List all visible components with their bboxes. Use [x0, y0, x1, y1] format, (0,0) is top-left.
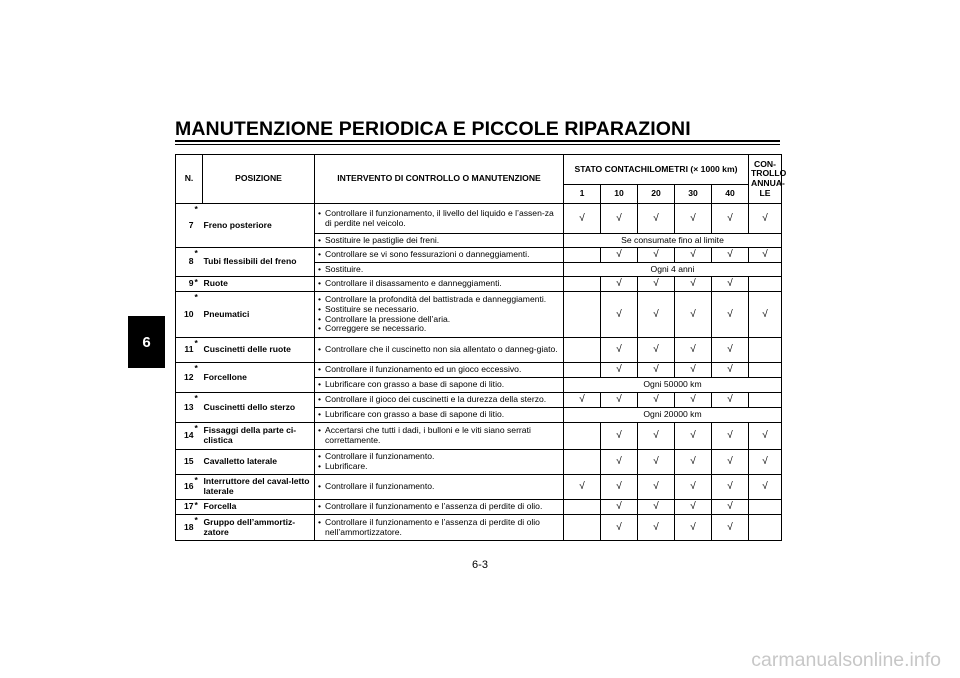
item-number: 8: [176, 248, 195, 277]
item-number: 14: [176, 423, 195, 450]
action-item: • Controllare il funzionamento.: [317, 482, 561, 492]
check-mark: √: [601, 277, 638, 292]
action-item: • Sostituire.: [317, 265, 561, 275]
check-mark: √: [601, 292, 638, 338]
maintenance-action: [315, 423, 564, 450]
action-list: [317, 518, 561, 537]
maintenance-action: [315, 378, 564, 393]
check-mark: √: [564, 393, 601, 408]
maintenance-action: [315, 292, 564, 338]
item-number: 13: [176, 393, 195, 423]
maintenance-action: [315, 277, 564, 292]
asterisk-mark: *: [195, 204, 203, 248]
asterisk-mark: *: [195, 515, 203, 541]
item-position: Fissaggi della parte ci-clistica: [203, 423, 315, 450]
item-number: 7: [176, 204, 195, 248]
item-position: Cuscinetti delle ruote: [203, 338, 315, 363]
table-row: [176, 450, 782, 475]
check-mark: √: [712, 423, 749, 450]
check-mark: √: [601, 423, 638, 450]
action-item: • Correggere se necessario.: [317, 324, 561, 334]
check-mark: √: [601, 475, 638, 500]
chapter-tab: 6: [128, 316, 165, 368]
check-mark: √: [638, 338, 675, 363]
check-mark: √: [675, 393, 712, 408]
check-mark: √: [675, 423, 712, 450]
header-km-10: 10: [601, 185, 638, 204]
asterisk-mark: *: [195, 500, 203, 515]
check-mark: √: [712, 338, 749, 363]
check-mark: √: [638, 500, 675, 515]
check-mark: √: [712, 515, 749, 541]
item-position: Pneumatici: [203, 292, 315, 338]
check-mark: √: [638, 277, 675, 292]
check-mark: √: [564, 204, 601, 234]
asterisk-mark: *: [195, 475, 203, 500]
header-km-1: 1: [564, 185, 601, 204]
check-mark: [749, 515, 782, 541]
check-mark: √: [712, 393, 749, 408]
asterisk-mark: *: [195, 393, 203, 423]
action-list: [317, 265, 561, 275]
action-item: • Lubrificare con grasso a base di sapone di litio.: [317, 380, 561, 390]
asterisk-mark: *: [195, 338, 203, 363]
check-mark: √: [601, 363, 638, 378]
table-row: [176, 277, 782, 292]
check-mark: [564, 363, 601, 378]
check-mark: √: [712, 450, 749, 475]
action-item: • Lubrificare.: [317, 462, 561, 472]
asterisk-mark: *: [195, 277, 203, 292]
check-mark: √: [638, 248, 675, 263]
check-mark: √: [601, 500, 638, 515]
header-posizione: POSIZIONE: [203, 155, 315, 204]
action-item: • Controllare il disassamento e danneggiamenti.: [317, 279, 561, 289]
table-row: [176, 292, 782, 338]
item-position: Ruote: [203, 277, 315, 292]
check-mark: [564, 450, 601, 475]
check-mark: √: [638, 204, 675, 234]
action-item: • Controllare la pressione dell’aria.: [317, 315, 561, 325]
maintenance-action: [315, 263, 564, 277]
check-mark: √: [712, 363, 749, 378]
item-position: Cuscinetti dello sterzo: [203, 393, 315, 423]
maintenance-action: [315, 338, 564, 363]
check-mark: [564, 248, 601, 263]
check-mark: √: [712, 475, 749, 500]
check-mark: √: [749, 450, 782, 475]
item-number: 10: [176, 292, 195, 338]
check-mark: √: [712, 500, 749, 515]
table-row: [176, 475, 782, 500]
action-item: • Sostituire le pastiglie dei freni.: [317, 236, 561, 246]
interval-note: Se consumate fino al limite: [564, 234, 782, 248]
asterisk-mark: [195, 450, 203, 475]
check-mark: [564, 292, 601, 338]
item-position: Interruttore del caval-letto laterale: [203, 475, 315, 500]
asterisk-mark: *: [195, 248, 203, 277]
check-mark: [749, 363, 782, 378]
item-number: 11: [176, 338, 195, 363]
check-mark: √: [638, 292, 675, 338]
header-n: N.: [176, 155, 203, 204]
check-mark: √: [749, 204, 782, 234]
action-item: • Controllare il funzionamento e l’assenza di perdite di olio nell’ammortizzatore.: [317, 518, 561, 537]
check-mark: √: [712, 204, 749, 234]
maintenance-action: [315, 248, 564, 263]
title-rule: [175, 140, 780, 142]
item-position: Tubi flessibili del freno: [203, 248, 315, 277]
action-list: [317, 380, 561, 390]
check-mark: [749, 500, 782, 515]
action-list: [317, 410, 561, 420]
action-item: • Controllare la profondità del battistrada e danneggiamenti.: [317, 295, 561, 305]
item-position: Cavalletto laterale: [203, 450, 315, 475]
action-list: [317, 236, 561, 246]
watermark: carmanualsonline.info: [751, 649, 941, 671]
action-item: • Accertarsi che tutti i dadi, i bulloni e le viti siano serrati correttamente.: [317, 426, 561, 445]
table-row: [176, 500, 782, 515]
check-mark: √: [749, 475, 782, 500]
check-mark: √: [601, 450, 638, 475]
asterisk-mark: *: [195, 363, 203, 393]
title-rule-thin: [175, 144, 780, 145]
item-number: 17: [176, 500, 195, 515]
action-item: • Controllare il funzionamento e l’assenza di perdite di olio.: [317, 502, 561, 512]
check-mark: [564, 338, 601, 363]
maintenance-action: [315, 475, 564, 500]
check-mark: √: [675, 248, 712, 263]
interval-note: Ogni 50000 km: [564, 378, 782, 393]
check-mark: √: [601, 515, 638, 541]
check-mark: [564, 423, 601, 450]
action-item: • Sostituire se necessario.: [317, 305, 561, 315]
check-mark: √: [675, 475, 712, 500]
check-mark: √: [749, 423, 782, 450]
action-list: [317, 502, 561, 512]
check-mark: √: [675, 500, 712, 515]
header-km-30: 30: [675, 185, 712, 204]
check-mark: √: [564, 475, 601, 500]
maintenance-action: [315, 204, 564, 234]
header-intervento: INTERVENTO DI CONTROLLO O MANUTENZIONE: [315, 155, 564, 204]
maintenance-action: [315, 408, 564, 423]
action-item: • Controllare se vi sono fessurazioni o danneggiamenti.: [317, 250, 561, 260]
check-mark: √: [638, 423, 675, 450]
item-position: Forcella: [203, 500, 315, 515]
maintenance-table: [175, 154, 787, 541]
item-number: 18: [176, 515, 195, 541]
check-mark: √: [675, 363, 712, 378]
action-item: • Controllare il funzionamento.: [317, 452, 561, 462]
check-mark: √: [638, 515, 675, 541]
page-title: MANUTENZIONE PERIODICA E PICCOLE RIPARAZIONI: [175, 118, 691, 140]
check-mark: [749, 338, 782, 363]
action-item: • Controllare il funzionamento ed un gioco eccessivo.: [317, 365, 561, 375]
maintenance-action: [315, 393, 564, 408]
check-mark: [749, 277, 782, 292]
maintenance-action: [315, 234, 564, 248]
check-mark: [564, 500, 601, 515]
check-mark: √: [712, 292, 749, 338]
maintenance-action: [315, 363, 564, 378]
table-row: [176, 338, 782, 363]
interval-note: Ogni 4 anni: [564, 263, 782, 277]
check-mark: √: [601, 393, 638, 408]
check-mark: √: [712, 277, 749, 292]
maintenance-action: [315, 500, 564, 515]
check-mark: √: [638, 393, 675, 408]
page-number: 6-3: [472, 559, 488, 571]
check-mark: √: [675, 338, 712, 363]
check-mark: √: [749, 292, 782, 338]
check-mark: √: [638, 450, 675, 475]
item-number: 15: [176, 450, 195, 475]
check-mark: √: [638, 475, 675, 500]
action-list: [317, 250, 561, 260]
header-controllo: CON-TROLLO ANNUA-LE: [749, 155, 782, 204]
table-row: [176, 393, 782, 408]
item-position: Forcellone: [203, 363, 315, 393]
header-km-40: 40: [712, 185, 749, 204]
item-position: Freno posteriore: [203, 204, 315, 248]
action-list: [317, 395, 561, 405]
check-mark: [564, 277, 601, 292]
table-row: [176, 248, 782, 263]
action-item: • Lubrificare con grasso a base di sapone di litio.: [317, 410, 561, 420]
check-mark: √: [675, 292, 712, 338]
check-mark: √: [749, 248, 782, 263]
check-mark: [749, 393, 782, 408]
action-list: [317, 365, 561, 375]
check-mark: √: [601, 204, 638, 234]
table-row: [176, 363, 782, 378]
check-mark: √: [601, 248, 638, 263]
action-item: • Controllare che il cuscinetto non sia allentato o danneg-giato.: [317, 345, 561, 355]
check-mark: √: [712, 248, 749, 263]
action-list: [317, 209, 561, 228]
check-mark: √: [675, 515, 712, 541]
action-list: [317, 482, 561, 492]
maintenance-action: [315, 450, 564, 475]
check-mark: √: [675, 450, 712, 475]
action-list: [317, 345, 561, 355]
item-position: Gruppo dell’ammortiz-zatore: [203, 515, 315, 541]
table-row: [176, 423, 782, 450]
header-km-20: 20: [638, 185, 675, 204]
item-number: 12: [176, 363, 195, 393]
action-list: [317, 426, 561, 445]
action-item: • Controllare il funzionamento, il livello del liquido e l’assen-za di perdite nel veicolo.: [317, 209, 561, 228]
action-list: [317, 295, 561, 334]
table-row: [176, 515, 782, 541]
table-row: [176, 204, 782, 234]
interval-note: Ogni 20000 km: [564, 408, 782, 423]
check-mark: √: [675, 204, 712, 234]
check-mark: √: [601, 338, 638, 363]
item-number: 16: [176, 475, 195, 500]
header-stato: STATO CONTACHILOMETRI (× 1000 km): [564, 155, 749, 185]
action-list: [317, 452, 561, 471]
check-mark: [564, 515, 601, 541]
asterisk-mark: *: [195, 292, 203, 338]
item-number: 9: [176, 277, 195, 292]
action-item: • Controllare il gioco dei cuscinetti e la durezza della sterzo.: [317, 395, 561, 405]
asterisk-mark: *: [195, 423, 203, 450]
action-list: [317, 279, 561, 289]
maintenance-action: [315, 515, 564, 541]
check-mark: √: [638, 363, 675, 378]
check-mark: √: [675, 277, 712, 292]
